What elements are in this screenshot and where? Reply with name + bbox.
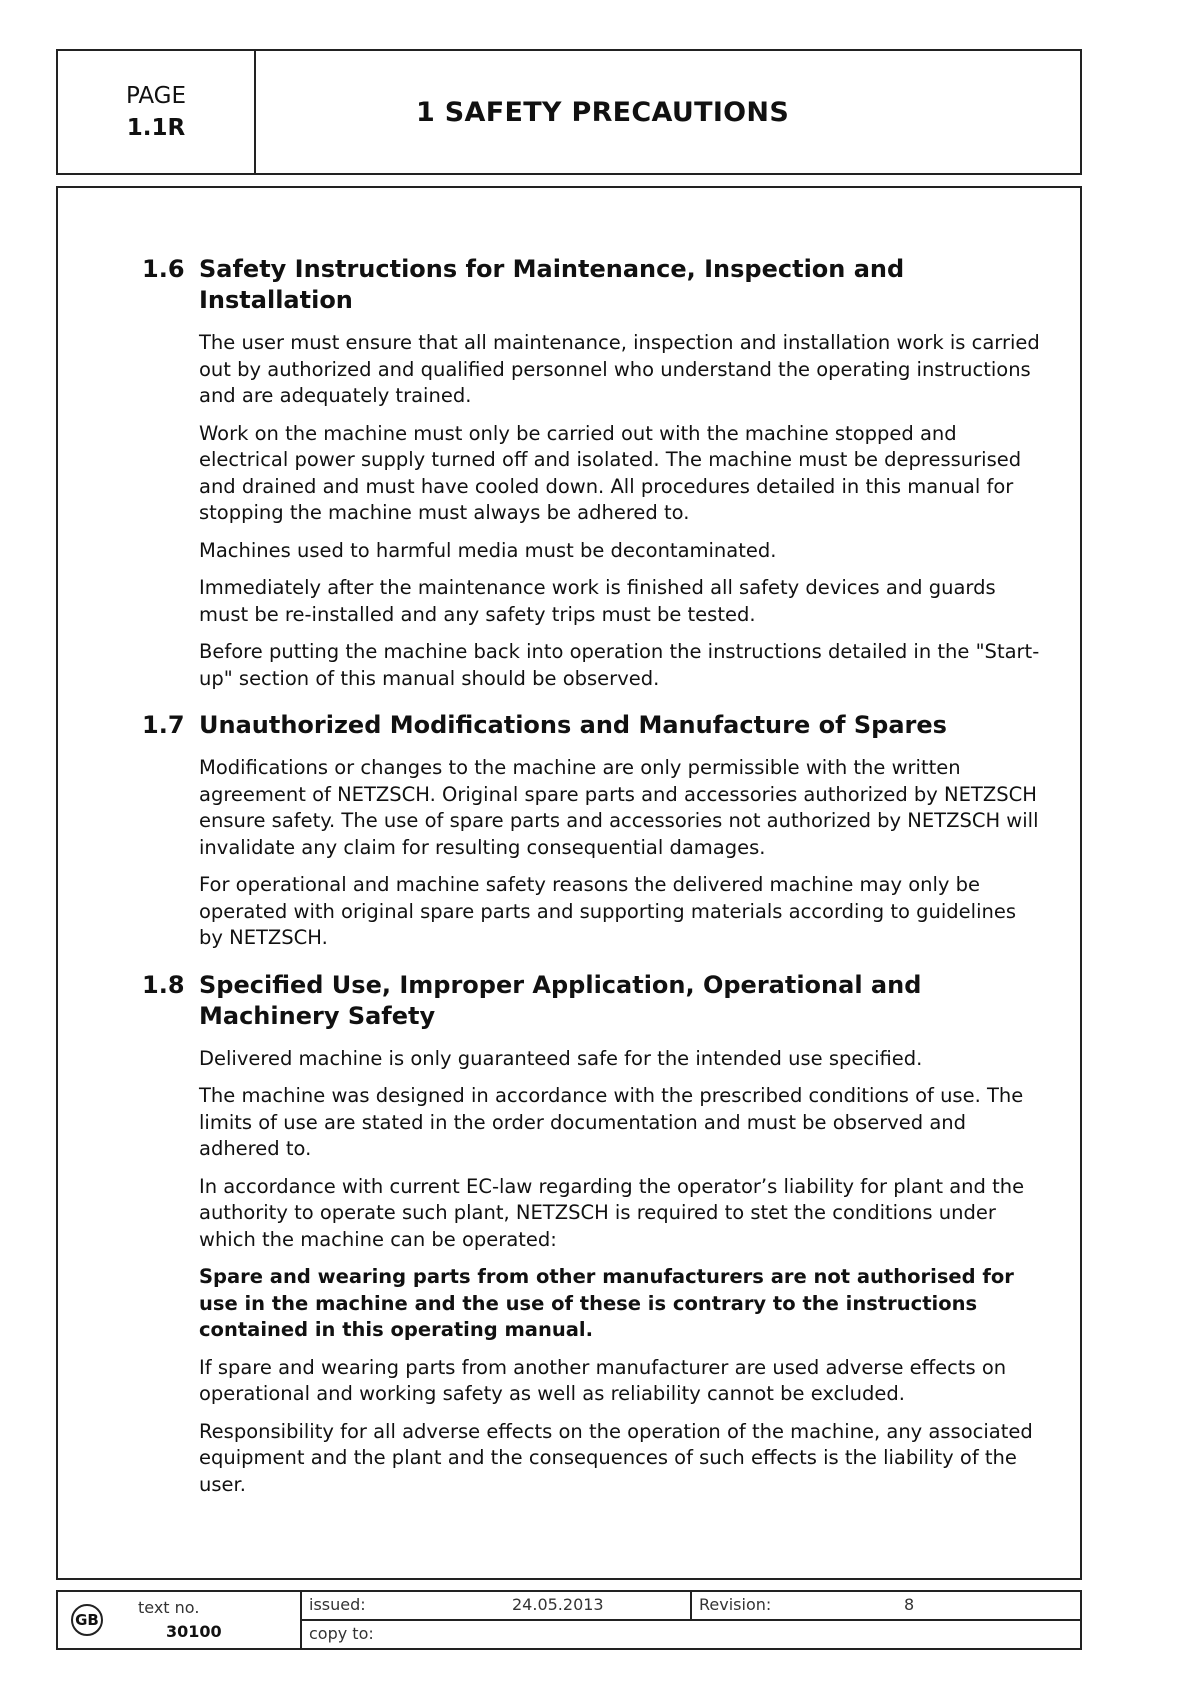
paragraph: Modifications or changes to the machine are only permissible with the written agreement of NETZSCH. Original spare parts and accessories authorized by NETZSCH ensure safety. The use of spare parts and accessories not authorized by NETZSCH will invalidate any claim for resulting consequential damages. [199,756,1039,859]
issued-label: issued: [309,1595,366,1614]
section-heading [142,710,1042,741]
page-header [56,49,1082,175]
revision-label: Revision: [699,1595,772,1614]
paragraph: Before putting the machine back into operation the instructions detailed in the "Start-up" section of this manual should be observed. [199,640,1040,690]
section-1-6 [142,254,1042,692]
paragraph: If spare and wearing parts from another manufacturer are used adverse effects on operational and working safety as well as reliability cannot be excluded. [199,1355,1007,1405]
paragraph: The machine was designed in accordance with the prescribed conditions of use. The limits of use are stated in the order documentation and must be observed and adhered to. [199,1084,1024,1160]
paragraph: For operational and machine safety reasons the delivered machine may only be operated with original spare parts and supporting materials according to guidelines by NETZSCH. [199,873,1017,949]
text-no-label: text no. [138,1598,200,1617]
paragraph: In accordance with current EC-law regarding the operator’s liability for plant and the authority to operate such plant, NETZSCH is required to stet the conditions under which the machine can be operated: [199,1174,1025,1251]
issued-date: 24.05.2013 [512,1595,604,1614]
language-badge: GB [71,1604,103,1636]
paragraph: Immediately after the maintenance work is finished all safety devices and guards must be re-installed and any safety trips must be tested. [199,576,996,626]
chapter-title: 1 SAFETY PRECAUTIONS [416,96,790,128]
page-label: PAGE [125,83,187,109]
copy-to-label: copy to: [309,1624,374,1643]
paragraph: The user must ensure that all maintenance, inspection and installation work is carried out by authorized and qualified personnel who understand the operating instructions and are adequately trained. [199,331,1040,407]
section-number: 1.7 [142,711,185,739]
section-heading [142,254,1042,316]
page-footer [56,1590,1082,1650]
warning-paragraph: Spare and wearing parts from other manufacturers are not authorised for use in the machine and the use of these is contrary to the instructions contained in this operating manual. [199,1265,1014,1341]
paragraph: Responsibility for all adverse effects on the operation of the machine, any associated equipment and the plant and the consequences of such effects is the liability of the user. [199,1419,1033,1496]
section-number: 1.8 [142,970,185,999]
content-frame [56,186,1082,1580]
section-1-7 [142,710,1042,952]
paragraph: Machines used to harmful media must be decontaminated. [199,538,777,562]
page-number: 1.1R [126,115,186,141]
section-title: Specified Use, Improper Application, Operational and Machinery Safety [199,970,922,1030]
text-no-value: 30100 [166,1622,222,1641]
paragraph: Work on the machine must only be carried out with the machine stopped and electrical power supply turned off and isolated. The machine must be depressurised and drained and must have cooled down. All procedures detailed in this manual for stopping the machine must always be adhered to. [199,421,1022,524]
page-number-box [58,51,256,173]
section-heading [142,970,1042,1032]
paragraph: Delivered machine is only guaranteed safe for the intended use specified. [199,1046,923,1070]
section-title: Unauthorized Modifications and Manufacture of Spares [199,711,947,739]
revision-value: 8 [904,1595,915,1614]
section-number: 1.6 [142,255,185,283]
section-1-8 [142,970,1042,1499]
section-title: Safety Instructions for Maintenance, Inspection and Installation [199,255,905,314]
